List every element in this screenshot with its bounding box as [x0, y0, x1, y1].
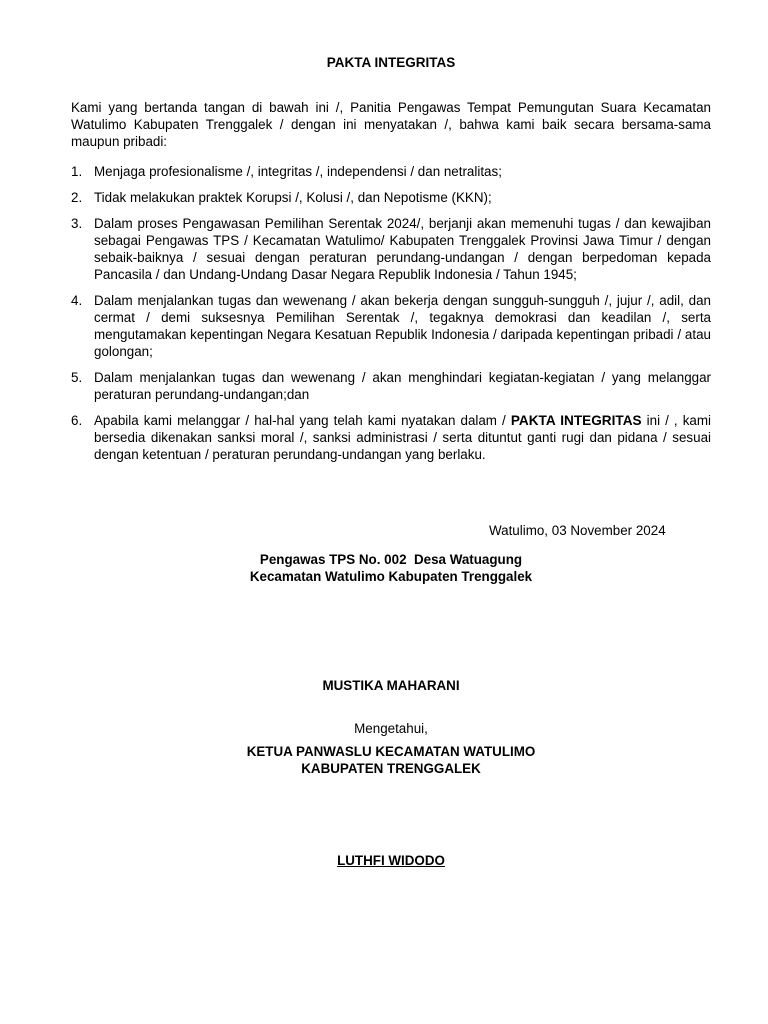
list-item-number: 6. — [71, 413, 83, 428]
list-item — [71, 369, 711, 403]
signatory2-line2: KABUPATEN TRENGGALEK — [301, 761, 481, 776]
list-item-number: 5. — [71, 370, 83, 385]
signatory2-line1: KETUA PANWASLU KECAMATAN WATULIMO — [246, 744, 536, 759]
document-title: PAKTA INTEGRITAS — [326, 55, 456, 70]
list-item-text: Menjaga profesionalisme /, integritas /, independensi / dan netralitas; — [94, 164, 502, 179]
signatory2-name-wrapper — [0, 852, 768, 869]
list-item — [71, 189, 711, 206]
list-item — [71, 412, 711, 463]
list-item-text: Dalam menjalankan tugas dan wewenang / akan bekerja dengan sungguh-sungguh /, jujur /, adil, dan cermat / demi suksesnya Pemilihan Serentak /, tegaknya demokrasi dan keadilan /, serta mengutamakan kepentingan Negara Kesatuan Republik Indonesia / daripada kepentingan pribadi / atau golongan; — [94, 293, 711, 359]
list-item-text-end: ini / , kami bersedia dikenakan sanksi moral /, sanksi administrasi / serta dituntut ganti rugi dan pidana / sesuai dengan ketentuan / peraturan perundang-undangan yang berlaku. — [94, 413, 711, 462]
list-item-text: Dalam proses Pengawasan Pemilihan Serentak 2024/, berjanji akan memenuhi tugas / dan kewajiban sebagai Pengawas TPS / Kecamatan Watulimo/ Kabupaten Trenggalek Provinsi Jawa Timur / dengan sebaik-baiknya / sesuai dengan peraturan perundang-undangan / dengan berpedoman kepada Pancasila / dan Undang-Undang Dasar Negara Republik Indonesia / Tahun 1945; — [94, 216, 711, 282]
signatory1-line1: Pengawas TPS No. 002 Desa Watuagung — [259, 552, 523, 567]
list-item — [71, 163, 711, 180]
signatory2-name: LUTHFI WIDODO — [337, 853, 445, 868]
signatory1-line2: Kecamatan Watulimo Kabupaten Trenggalek — [249, 569, 533, 584]
place-date: Watulimo, 03 November 2024 — [489, 523, 666, 538]
acknowledged-label: Mengetahui, — [354, 721, 428, 736]
list-item-text-start: Apabila kami melanggar / hal-hal yang telah kami nyatakan dalam / — [94, 413, 511, 428]
list-item-number: 2. — [71, 190, 83, 205]
list-item — [71, 215, 711, 283]
list-item-number: 1. — [71, 164, 83, 179]
list-item-number: 4. — [71, 293, 83, 308]
signatory1-title — [0, 551, 768, 585]
list-item-bold-term: PAKTA INTEGRITAS — [510, 413, 642, 428]
intro-paragraph: Kami yang bertanda tangan di bawah ini /, Panitia Pengawas Tempat Pemungutan Suara Kecamatan Watulimo Kabupaten Trenggalek / dengan ini menyatakan /, bahwa kami baik secara bersama-sama maupun pribadi: — [71, 100, 711, 149]
signatory2-title — [0, 743, 768, 777]
statement-list — [71, 163, 711, 472]
list-item-number: 3. — [71, 216, 83, 231]
list-item-text: Tidak melakukan praktek Korupsi /, Kolusi /, dan Nepotisme (KKN); — [94, 190, 492, 205]
signatory1-name: MUSTIKA MAHARANI — [322, 678, 460, 693]
list-item — [71, 292, 711, 360]
list-item-text: Dalam menjalankan tugas dan wewenang / akan menghindari kegiatan-kegiatan / yang melanggar peraturan perundang-undangan;dan — [94, 370, 711, 402]
